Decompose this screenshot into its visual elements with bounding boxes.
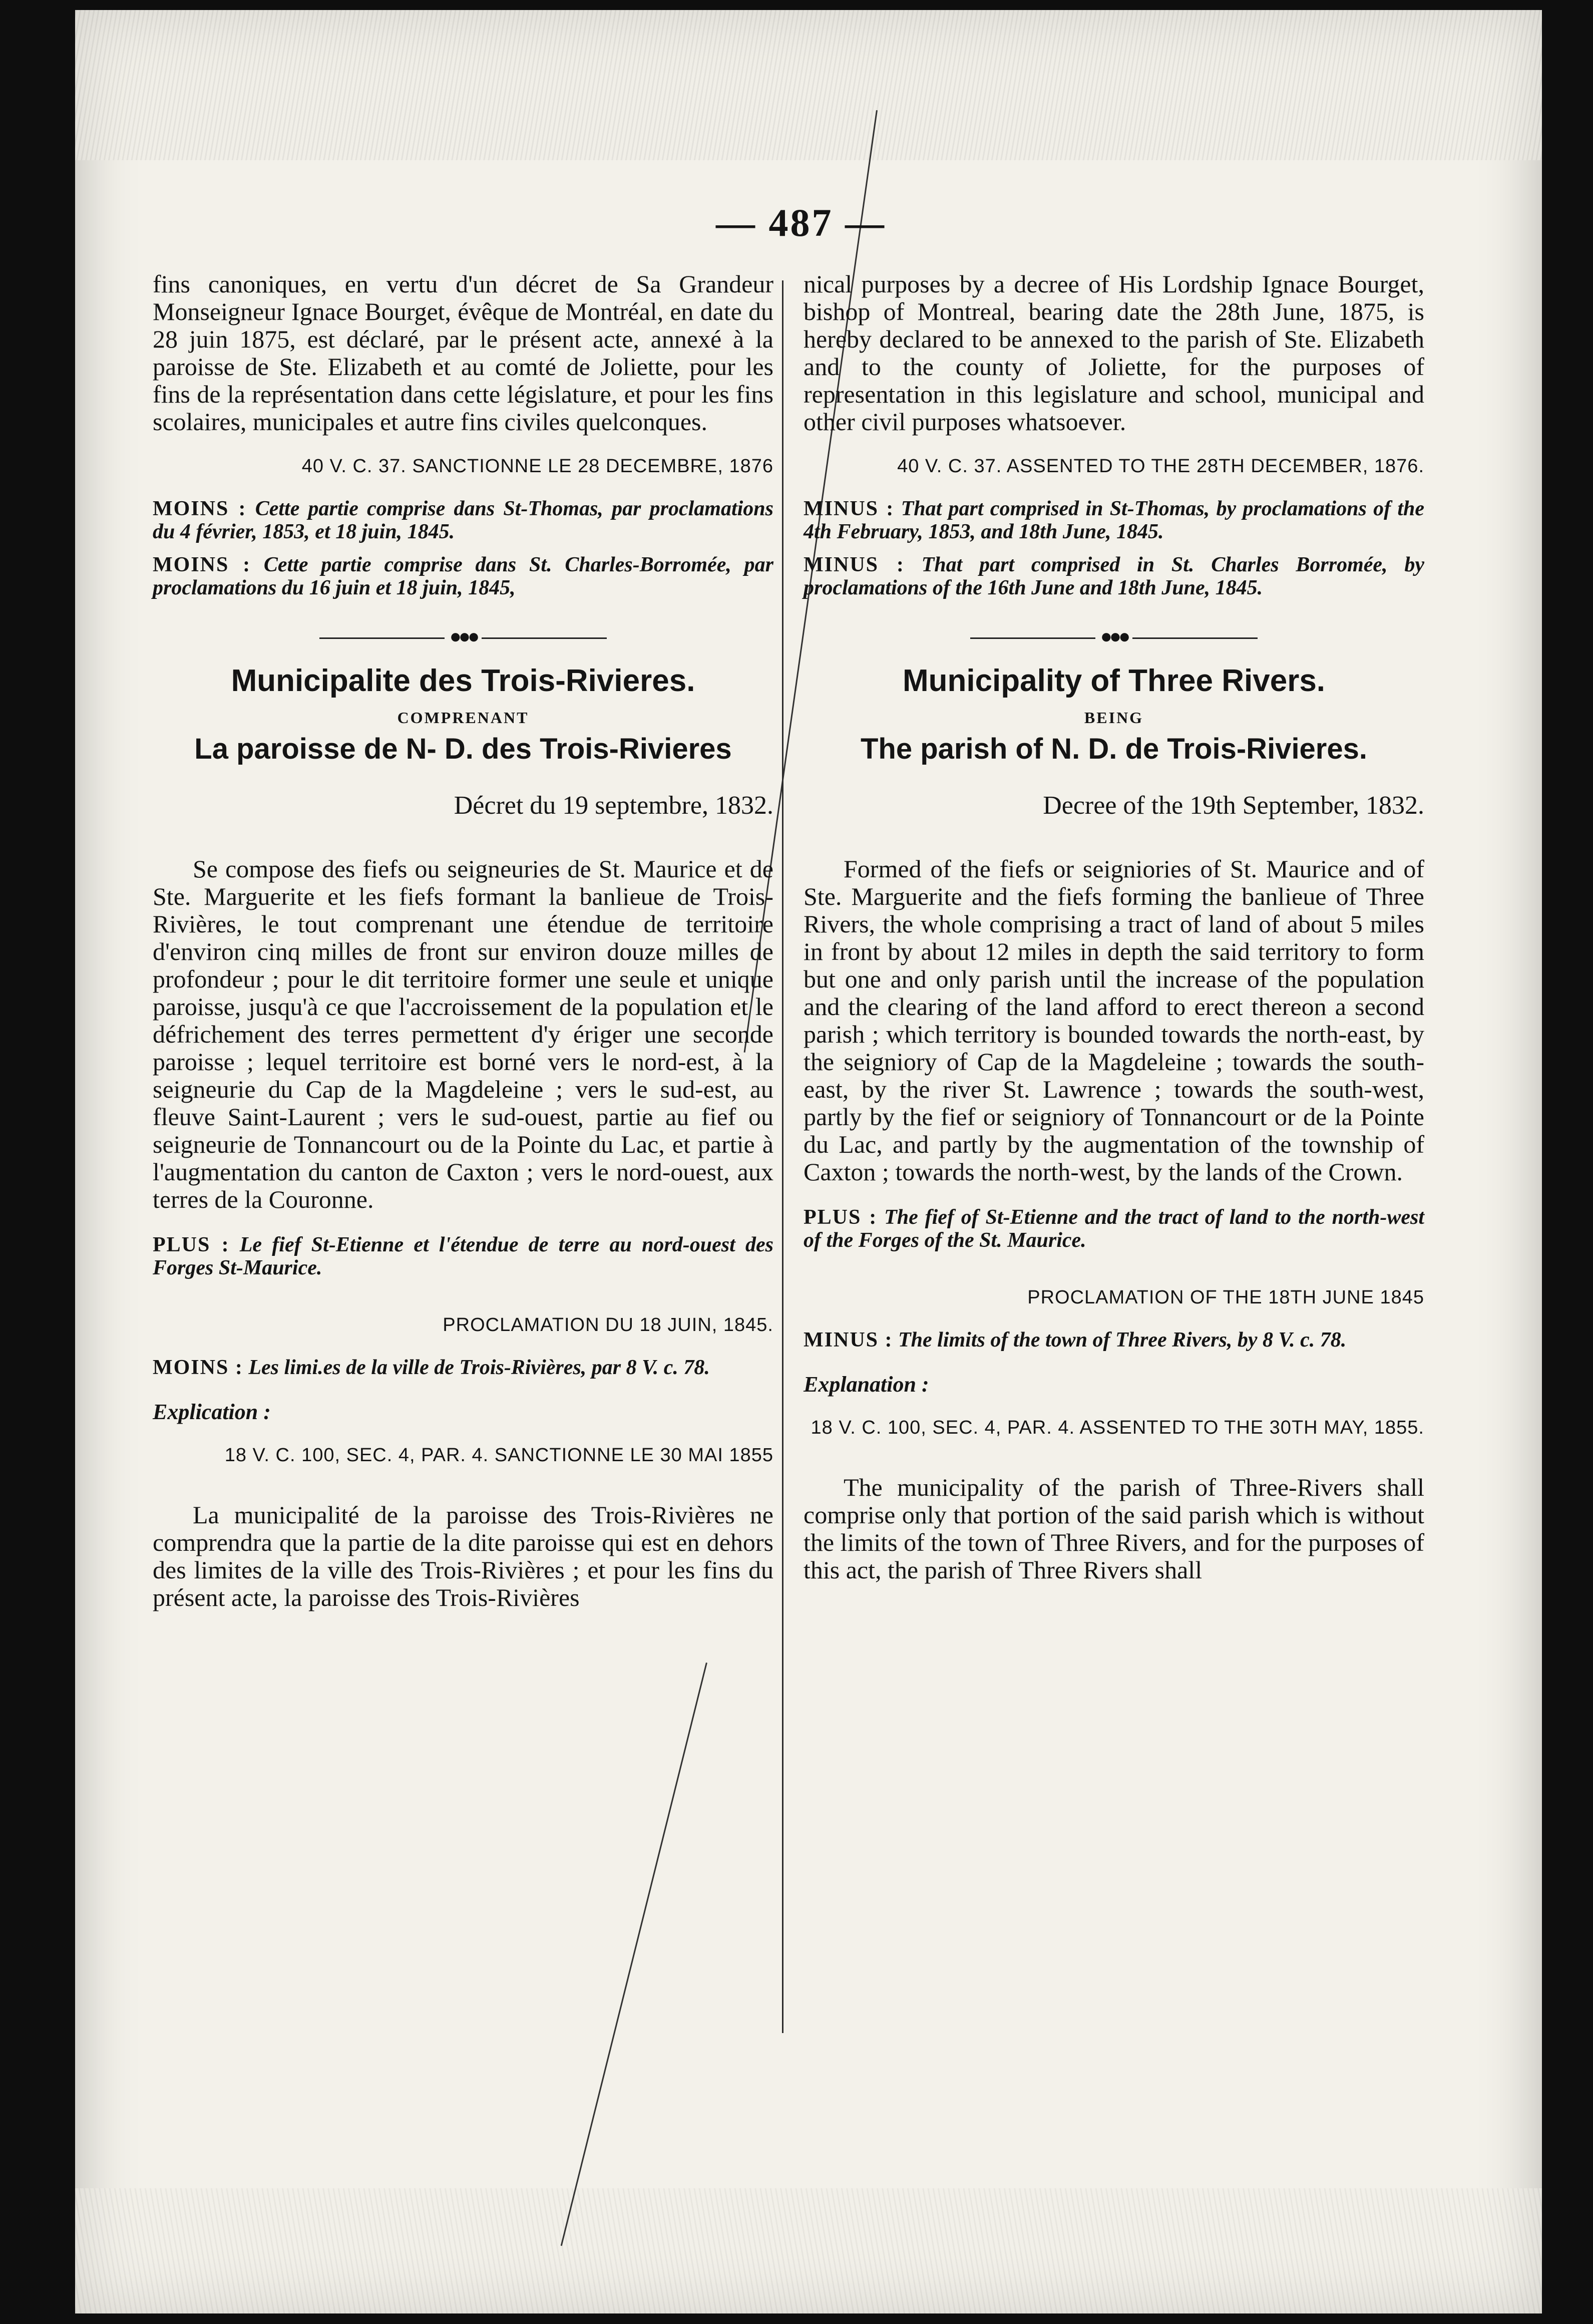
decree-date: Décret du 19 septembre, 1832. [454,791,773,820]
minus-note [804,497,1424,543]
note-text: The fief of St-Etienne and the tract of land to the north-west of the Forges of the St. Maurice. [804,1206,1424,1252]
minus-note [804,1329,1424,1352]
proclamation-note: PROCLAMATION OF THE 18TH JUNE 1845 [1027,1287,1424,1308]
note-lead: PLUS : [804,1206,878,1229]
paragraph-continuation: fins canoniques, en vertu d'un décret de Sa Grandeur Monseigneur Ignace Bourget, évêque de Montréal, en date du 28 juin 1875, est déclaré, par le présent acte, annexé à la paroisse de Ste. Elizabeth et au comté de Joliette, pour les fins de la représentation dans cette législature, et pour les fins scolaires, municipales et autre fins civiles quelconques. [153,270,773,436]
parish-title: The parish of N. D. de Trois-Rivieres. [860,733,1368,765]
section-ornament: ●●● [804,624,1424,648]
scan-noise-top [75,10,1542,160]
sanction-note: 40 V. C. 37. SANCTIONNE LE 28 DECEMBRE, 1876 [301,456,773,477]
note-lead: MINUS : [804,497,895,520]
explanation-label: Explanation : [804,1372,929,1397]
note-text: Les limi.es de la ville de Trois-Rivières, par 8 V. c. 78. [248,1356,710,1379]
plus-note [804,1206,1424,1252]
note-text: Le fief St-Etienne et l'étendue de terre au nord-ouest des Forges St-Maurice. [153,1233,773,1279]
scan-scratch [561,1663,707,2246]
moins-note [153,1356,773,1379]
scan-noise-bottom [75,2188,1542,2313]
plus-note [153,1233,773,1279]
paragraph-description: Se compose des fiefs ou seigneuries de St. Maurice et de Ste. Marguerite et les fiefs formant la banlieue de Trois-Rivières, le tout comprenant une étendue de territoire d'environ cinq milles de front sur environ douze milles de profondeur ; pour le dit territoire former une seule et unique paroisse, jusqu'à ce que l'accroissement de la population et le défrichement des terres permettent d'y ériger une seconde paroisse ; lequel territoire est borné vers le nord-est, à la seigneurie du Cap de la Magdeleine ; vers le sud-est, au fleuve Saint-Laurent ; vers le sud-ouest, partie au fief ou seigneurie de Tonnancourt ou de la Pointe du Lac, et partie à l'augmentation du canton de Caxton ; vers le nord-ouest, aux terres de la Couronne. [153,855,773,1213]
minus-note [804,553,1424,599]
scanned-page [75,10,1542,2313]
proclamation-note: PROCLAMATION DU 18 JUIN, 1845. [443,1314,773,1336]
moins-note [153,497,773,543]
note-lead: MINUS : [804,553,905,576]
note-lead: PLUS : [153,1233,230,1256]
explanation-label: Explication : [153,1400,271,1424]
section-title: Municipalite des Trois-Rivieres. [231,663,695,698]
parish-title: La paroisse de N- D. des Trois-Rivieres [194,733,732,765]
paragraph-description: Formed of the fiefs or seigniories of St. Maurice and of Ste. Marguerite and the fiefs forming the banlieue of Three Rivers, the whole comprising a tract of land of about 5 miles in front by about 12 miles in depth the said territory to form but one and only parish until the increase of the population and the clearing of the land afford to erect thereon a second parish ; which territory is bounded towards the north-east, by the seigniory of Cap de la Magdeleine ; towards the south-east, by the river St. Lawrence ; towards the south-west, partly by the fief or seigniory of Tonnancourt or de la Pointe du Lac, and partly by the augmentation of the township of Caxton ; towards the north-west, by the lands of the Crown. [804,855,1424,1186]
note-lead: MINUS : [804,1329,893,1352]
moins-note [153,553,773,599]
sanction-note: 18 V. C. 100, SEC. 4, PAR. 4. SANCTIONNE LE 30 MAI 1855 [224,1445,773,1466]
page-number: — 487 — [716,201,886,244]
note-text: Cette partie comprise dans St. Charles-Borromée, par proclamations du 16 juin et 18 juin, 1845, [153,553,774,599]
sanction-note: 40 V. C. 37. ASSENTED TO THE 28TH DECEMBER, 1876. [897,456,1424,477]
column-english [804,270,1424,1584]
note-text: That part comprised in St-Thomas, by proclamations of the 4th February, 1853, and 18th June, 1845. [804,497,1424,543]
sanction-note: 18 V. C. 100, SEC. 4, PAR. 4. ASSENTED TO THE 30TH MAY, 1855. [811,1417,1424,1438]
paragraph-continuation: nical purposes by a decree of His Lordship Ignace Bourget, bishop of Montreal, bearing date the 28th June, 1875, is hereby declared to be annexed to the parish of Ste. Elizabeth and to the county of Joliette, for the purposes of representation in this legislature and school, municipal and other civil purposes whatsoever. [804,270,1424,436]
note-text: That part comprised in St. Charles Borromée, by proclamations of the 16th June and 18th June, 1845. [804,553,1425,599]
note-text: The limits of the town of Three Rivers, by 8 V. c. 78. [898,1329,1347,1352]
paragraph-municipality: La municipalité de la paroisse des Trois-Rivières ne comprendra que la partie de la dite paroisse qui est en dehors des limites de la ville des Trois-Rivières ; et pour les fins du présent acte, la paroisse des Trois-Rivières [153,1501,773,1611]
note-lead: MOINS : [153,553,251,576]
column-french [153,270,773,1611]
note-lead: MOINS : [153,1356,243,1379]
column-divider [782,280,783,2033]
decree-date: Decree of the 19th September, 1832. [1043,791,1424,820]
section-title: Municipality of Three Rivers. [902,663,1326,698]
comprising-label: BEING [1084,709,1144,727]
note-lead: MOINS : [153,497,247,520]
paragraph-municipality: The municipality of the parish of Three-Rivers shall comprise only that portion of the said parish which is without the limits of the town of Three Rivers, and for the purposes of this act, the parish of Three Rivers shall [804,1473,1424,1584]
section-ornament: ●●● [153,624,773,648]
comprising-label: COMPRENANT [397,709,529,727]
note-text: Cette partie comprise dans St-Thomas, par proclamations du 4 février, 1853, et 18 juin, 1845. [153,497,773,543]
